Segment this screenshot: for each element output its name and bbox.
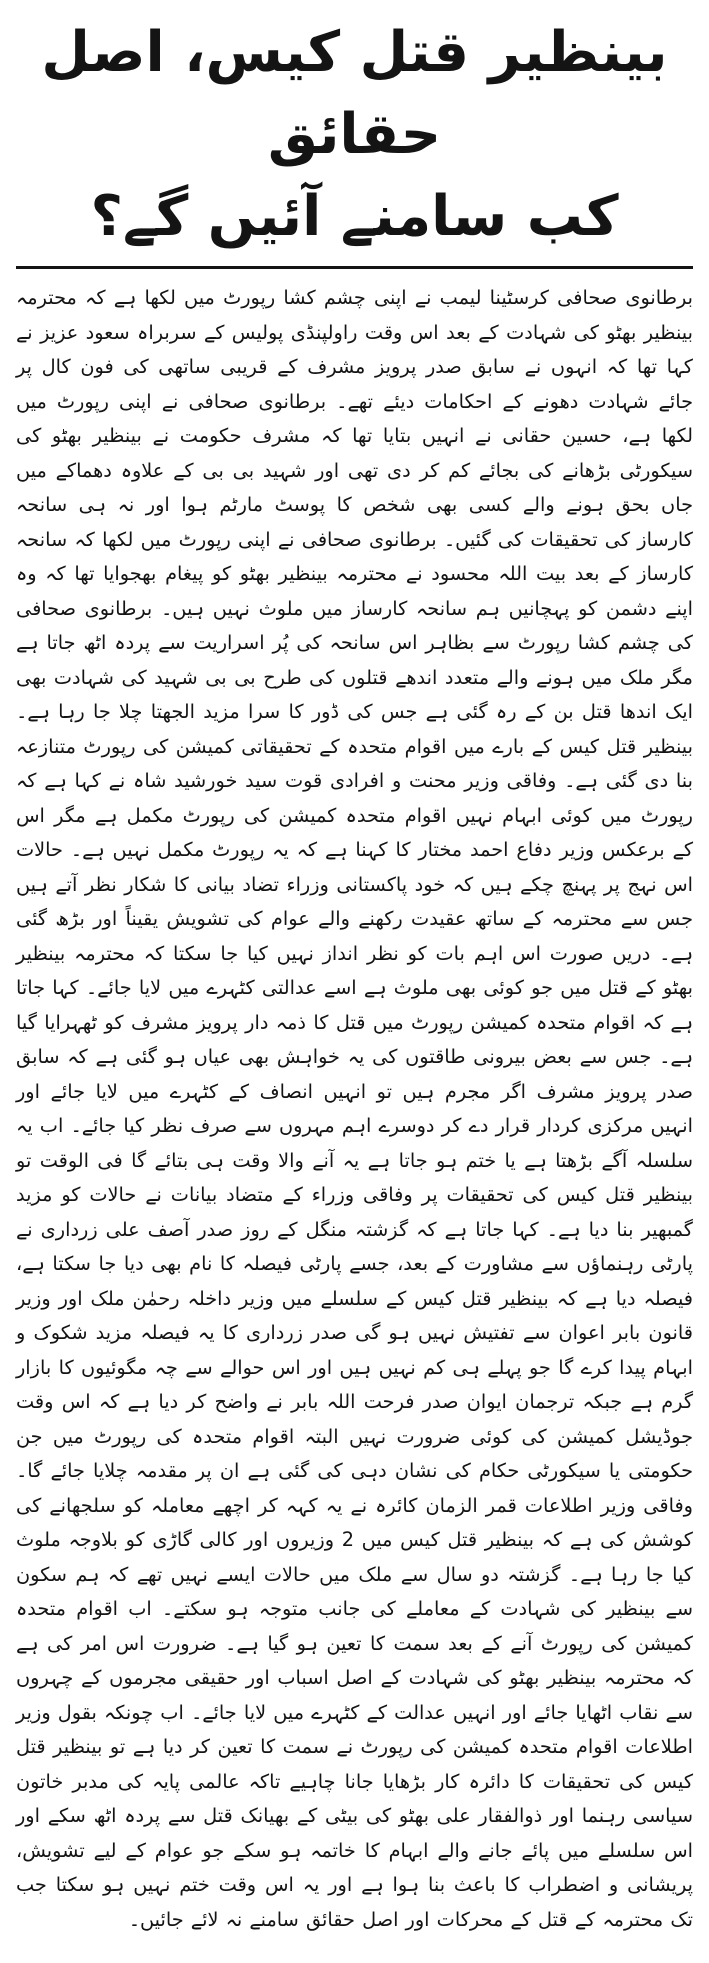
headline-line-1: بینظیر قتل کیس، اصل حقائق [41,20,668,167]
article-body: برطانوی صحافی کرسٹینا لیمب نے اپنی چشم کشا رپورٹ میں لکھا ہے کہ محترمہ بینظیر بھٹو کی شہادت کے بعد اس وقت راولپنڈی پولیس کے سربراہ سعود عزیز نے کہا تھا کہ انہوں نے سابق صدر پرویز مشرف کے قریبی ساتھی کی فون کال پر جائے شہادت دھونے کے احکامات دیئے تھے۔ برطانوی صحافی نے اپنی رپورٹ میں لکھا ہے، حسین حقانی نے انہیں بتایا تھا کہ مشرف حکومت نے بینظیر بھٹو کی سیکورٹی بڑھانے کی بجائے کم کر دی تھی اور شہید بی بی کے علاوہ دھماکے میں جاں بحق ہونے والے کسی بھی شخص کا پوسٹ مارٹم ہوا اور نہ ہی سانحہ کارساز کی تحقیقات کی گئیں۔ برطانوی صحافی نے اپنی رپورٹ میں لکھا کہ سانحہ کارساز کے بعد بیت اللہ محسود نے محترمہ بینظیر بھٹو کو پیغام بھجوایا تھا کہ وہ اپنے دشمن کو پہچانیں ہم سانحہ کارساز میں ملوث نہیں ہیں۔ برطانوی صحافی کی چشم کشا رپورٹ سے بظاہر اس سانحہ کی پُر اسراریت سے پردہ اٹھ جاتا ہے مگر ملک میں ہونے والے متعدد اندھے قتلوں کی طرح بی بی شہید کی شہادت بھی ایک اندھا قتل بن کے رہ گئی ہے جس کی ڈور کا سرا مزید الجھتا چلا جا رہا ہے۔ بینظیر قتل کیس کے بارے میں اقوام متحدہ کے تحقیقاتی کمیشن کی رپورٹ متنازعہ بنا دی گئی ہے۔ وفاقی وزیر محنت و افرادی قوت سید خورشید شاہ نے کہا ہے کہ رپورٹ میں کوئی ابہام نہیں اقوام متحدہ کمیشن کی رپورٹ مکمل ہے مگر اس کے برعکس وزیر دفاع احمد مختار کا کہنا ہے کہ یہ رپورٹ مکمل نہیں ہے۔ حالات اس نہج پر پہنچ چکے ہیں کہ خود پاکستانی وزراء تضاد بیانی کا شکار نظر آتے ہیں جس سے محترمہ کے ساتھ عقیدت رکھنے والے عوام کی تشویش یقیناً اور بڑھ گئی ہے۔ دریں صورت اس اہم بات کو نظر انداز نہیں کیا جا سکتا کہ محترمہ بینظیر بھٹو کے قتل میں جو کوئی بھی ملوث ہے اسے عدالتی کٹہرے میں لایا جائے۔ کہا جاتا ہے کہ اقوام متحدہ کمیشن رپورٹ میں قتل کا ذمہ دار پرویز مشرف کو ٹھہرایا گیا ہے۔ جس سے بعض بیرونی طاقتوں کی یہ خواہش بھی عیاں ہو گئی ہے کہ سابق صدر پرویز مشرف اگر مجرم ہیں تو انہیں انصاف کے کٹہرے میں لایا جائے اور انہیں مرکزی کردار قرار دے کر دوسرے اہم مہروں سے صرف نظر کیا جائے۔ اب یہ سلسلہ آگے بڑھتا ہے یا ختم ہو جاتا ہے یہ آنے والا وقت ہی بتائے گا فی الوقت تو بینظیر قتل کیس کی تحقیقات پر وفاقی وزراء کے متضاد بیانات نے حالات کو مزید گمبھیر بنا دیا ہے۔ کہا جاتا ہے کہ گزشتہ منگل کے روز صدر آصف علی زرداری نے پارٹی رہنماؤں سے مشاورت کے بعد، جسے پارٹی فیصلہ کا نام بھی دیا جا سکتا ہے، فیصلہ دیا ہے کہ بینظیر قتل کیس کے سلسلے میں وزیر داخلہ رحمٰن ملک اور وزیر قانون بابر اعوان سے تفتیش نہیں ہو گی صدر زرداری کا یہ فیصلہ مزید شکوک و ابہام پیدا کرے گا جو پہلے ہی کم نہیں ہیں اور اس حوالے سے چہ مگوئیوں کا بازار گرم ہے جبکہ ترجمان ایوان صدر فرحت اللہ بابر نے واضح کر دیا ہے کہ اس وقت جوڈیشل کمیشن کی کوئی ضرورت نہیں البتہ اقوام متحدہ کی رپورٹ میں جن حکومتی یا سیکورٹی حکام کی نشان دہی کی گئی ہے ان پر مقدمہ چلایا جائے گا۔ وفاقی وزیر اطلاعات قمر الزمان کائرہ نے یہ کہہ کر اچھے معاملہ کو سلجھانے کی کوشش کی ہے کہ بینظیر قتل کیس میں 2 وزیروں اور کالی گاڑی کو بلاوجہ ملوث کیا جا رہا ہے۔ گزشتہ دو سال سے ملک میں حالات ایسے نہیں تھے کہ ہم سکون سے بینظیر کی شہادت کے معاملے کی جانب متوجہ ہو سکتے۔ اب اقوام متحدہ کمیشن کی رپورٹ آنے کے بعد سمت کا تعین ہو گیا ہے۔ ضرورت اس امر کی ہے کہ محترمہ بینظیر بھٹو کی شہادت کے اصل اسباب اور حقیقی مجرموں کے چہروں سے نقاب اٹھایا جائے اور انہیں عدالت کے کٹہرے میں لایا جائے۔ اب چونکہ بقول وزیر اطلاعات اقوام متحدہ کمیشن کی رپورٹ نے سمت کا تعین کر دیا ہے تو بینظیر قتل کیس کی تحقیقات کا دائرہ کار بڑھایا جانا چاہیے تاکہ عالمی پایہ کی مدبر خاتون سیاسی رہنما اور ذوالفقار علی بھٹو کی بیٹی کے بھیانک قتل سے پردہ اٹھ سکے اور اس سلسلے میں پائے جانے والے ابہام کا خاتمہ ہو سکے جو عوام کے لیے تشویش، پریشانی و اضطراب کا باعث بنا ہوا ہے اور یہ اس وقت ختم نہیں ہو سکتا جب تک محترمہ کے قتل کے محرکات اور اصل حقائق سامنے نہ لائے جائیں۔ [16,286,693,1931]
headline [16,12,693,258]
headline-line-2: کب سامنے آئیں گے؟ [90,184,619,249]
headline-divider [16,266,693,269]
